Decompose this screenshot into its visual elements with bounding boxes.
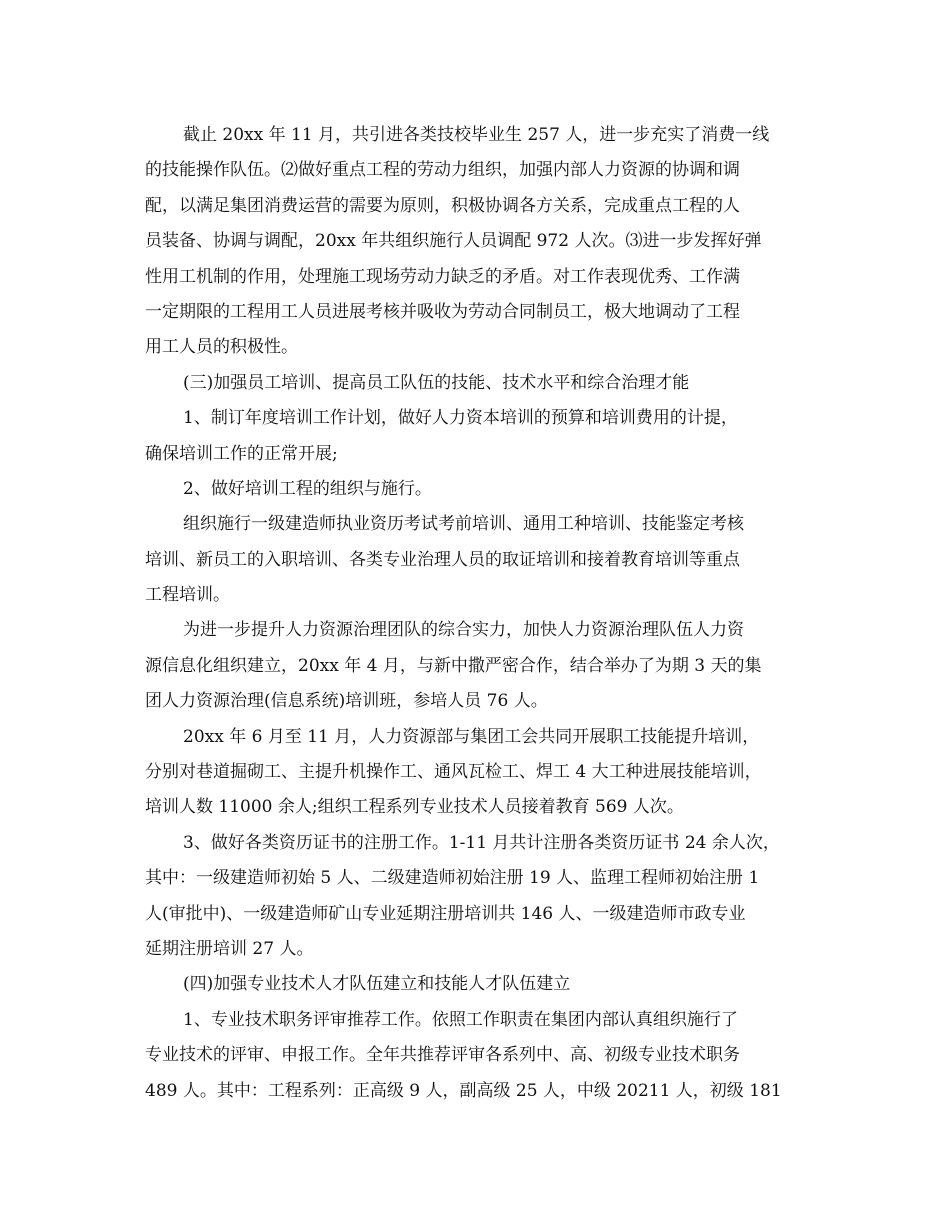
text-line: 3、做好各类资历证书的注册工作。1-11 月共计注册各类资历证书 24 余人次， xyxy=(183,832,780,853)
text-line: 团人力资源治理(信息系统)培训班，参培人员 76 人。 xyxy=(145,691,548,712)
text-line: 员装备、协调与调配，20xx 年共组织施行人员调配 972 人次。⑶进一步发挥好弹 xyxy=(145,231,762,252)
text-line: 为进一步提升人力资源治理团队的综合实力，加快人力资源治理队伍人力资 xyxy=(183,620,744,641)
text-line: 一定期限的工程用工人员进展考核并吸收为劳动合同制员工，极大地调动了工程 xyxy=(145,301,740,322)
text-line: 2、做好培训工程的组织与施行。 xyxy=(183,478,432,499)
document-body xyxy=(145,118,815,1109)
text-line: 用工人员的积极性。 xyxy=(145,337,298,358)
text-line: 1、制订年度培训工作计划，做好人力资本培训的预算和培训费用的计提， xyxy=(183,408,738,429)
text-line: 工程培训。 xyxy=(145,585,230,606)
text-line: 489 人。其中：工程系列：正高级 9 人，副高级 25 人，中级 20211 人，初级 181 xyxy=(145,1080,782,1101)
text-line: 组织施行一级建造师执业资历考试考前培训、通用工种培训、技能鉴定考核 xyxy=(183,514,744,535)
text-line: 配，以满足集团消费运营的需要为原则，积极协调各方关系，完成重点工程的人 xyxy=(145,195,740,216)
text-line: (四)加强专业技术人才队伍建立和技能人才队伍建立 xyxy=(183,974,571,995)
text-line: 20xx 年 6 月至 11 月，人力资源部与集团工会共同开展职工技能提升培训， xyxy=(183,726,760,747)
text-line: 专业技术的评审、申报工作。全年共推荐评审各系列中、高、初级专业技术职务 xyxy=(145,1045,740,1066)
text-line: 截止 20xx 年 11 月，共引进各类技校毕业生 257 人，进一步充实了消费一线 xyxy=(183,125,770,145)
text-line: 培训、新员工的入职培训、各类专业治理人员的取证培训和接着教育培训等重点 xyxy=(145,549,740,570)
text-line: 人(审批中)、一级建造师矿山专业延期注册培训共 146 人、一级建造师市政专业 xyxy=(145,903,746,924)
text-line: 确保培训工作的正常开展; xyxy=(145,443,338,464)
text-line: 性用工机制的作用，处理施工现场劳动力缺乏的矛盾。对工作表现优秀、工作满 xyxy=(145,266,740,287)
text-line: 其中：一级建造师初始 5 人、二级建造师初始注册 19 人、监理工程师初始注册 1 xyxy=(145,868,760,889)
text-line: 分别对巷道掘砌工、主提升机操作工、通风瓦检工、焊工 4 大工种进展技能培训， xyxy=(145,762,762,783)
text-line: 培训人数 11000 余人;组织工程系列专业技术人员接着教育 569 人次。 xyxy=(145,797,684,818)
text-line: 源信息化组织建立，20xx 年 4 月，与新中撒严密合作，结合举办了为期 3 天的集 xyxy=(145,655,762,676)
text-line: 1、专业技术职务评审推荐工作。依照工作职责在集团内部认真组织施行了 xyxy=(183,1009,738,1030)
text-line: 的技能操作队伍。⑵做好重点工程的劳动力组织，加强内部人力资源的协调和调 xyxy=(145,160,740,181)
text-line: (三)加强员工培训、提高员工队伍的技能、技术水平和综合治理才能 xyxy=(183,372,690,393)
text-line: 延期注册培训 27 人。 xyxy=(145,938,314,959)
